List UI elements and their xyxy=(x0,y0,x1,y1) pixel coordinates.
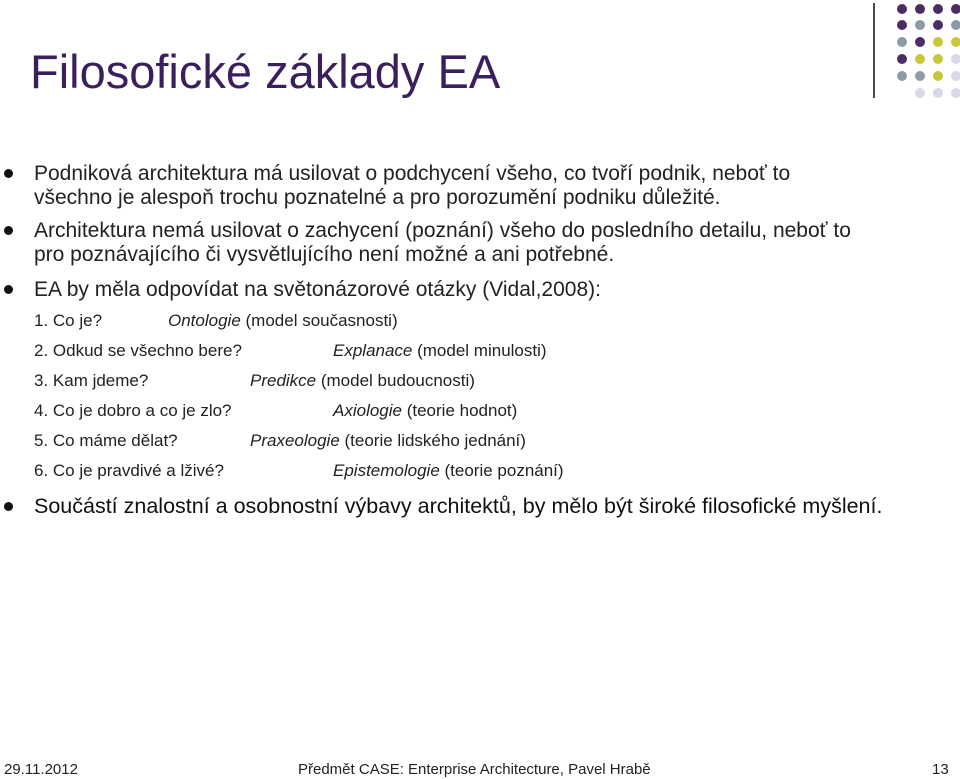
answer-text xyxy=(333,401,517,421)
answer-text xyxy=(168,311,398,331)
slide-title: Filosofické základy EA xyxy=(30,45,501,98)
answer-term: Explanace xyxy=(333,341,413,360)
bullet-icon xyxy=(4,502,13,511)
decorative-divider xyxy=(873,3,875,98)
answer-term: Praxeologie xyxy=(250,431,340,450)
question-text: 3. Kam jdeme? xyxy=(34,371,149,390)
bullet-text-line: všechno je alespoň trochu poznatelné a pro porozumění podniku důležité. xyxy=(34,186,721,209)
decorative-dot xyxy=(915,4,925,14)
answer-text xyxy=(333,341,547,361)
decorative-dot xyxy=(915,37,925,47)
answer-text xyxy=(250,371,475,391)
answer-desc: (model budoucnosti) xyxy=(316,371,475,390)
bullet-text-line: Podniková architektura má usilovat o podchycení všeho, co tvoří podnik, neboť to xyxy=(34,162,791,185)
answer-term: Predikce xyxy=(250,371,317,390)
answer-term: Epistemologie xyxy=(333,461,440,480)
decorative-dot xyxy=(933,4,943,14)
decorative-dot xyxy=(897,20,907,30)
answer-desc: (model současnosti) xyxy=(240,311,398,330)
question-text: 2. Odkud se všechno bere? xyxy=(34,341,242,360)
decorative-dot xyxy=(951,88,960,98)
decorative-dot xyxy=(951,37,960,47)
decorative-dot xyxy=(951,4,960,14)
decorative-dot xyxy=(897,54,907,64)
footer-date: 29.11.2012 xyxy=(4,761,78,778)
page-number: 13 xyxy=(932,761,949,778)
decorative-dot xyxy=(897,71,907,81)
bullet-text-line: Součástí znalostní a osobnostní výbavy architektů, by mělo být široké filosofické myšlení. xyxy=(34,494,883,518)
question-text: 6. Co je pravdivé a lživé? xyxy=(34,461,224,480)
decorative-dot xyxy=(915,54,925,64)
question-text: 5. Co máme dělat? xyxy=(34,431,178,450)
bullet-icon xyxy=(4,285,13,294)
answer-desc: (teorie poznání) xyxy=(439,461,564,480)
decorative-dot xyxy=(933,54,943,64)
answer-desc: (model minulosti) xyxy=(412,341,547,360)
decorative-dot xyxy=(933,37,943,47)
decorative-dot xyxy=(915,20,925,30)
question-text: 1. Co je? xyxy=(34,311,103,330)
answer-desc: (teorie lidského jednání) xyxy=(339,431,526,450)
bullet-icon xyxy=(4,169,13,178)
decorative-dot xyxy=(897,4,907,14)
answer-term: Axiologie xyxy=(333,401,402,420)
answer-text xyxy=(250,431,526,451)
bullet-text-line: Architektura nemá usilovat o zachycení (poznání) všeho do posledního detailu, neboť to xyxy=(34,219,851,242)
footer-course: Předmět CASE: Enterprise Architecture, Pavel Hrabě xyxy=(298,761,651,778)
decorative-dot xyxy=(915,71,925,81)
decorative-dot xyxy=(915,88,925,98)
answer-text xyxy=(333,461,564,481)
decorative-dot xyxy=(933,20,943,30)
decorative-dot xyxy=(897,37,907,47)
decorative-dot xyxy=(951,71,960,81)
answer-term: Ontologie xyxy=(168,311,241,330)
decorative-dot xyxy=(951,20,960,30)
bullet-text-line: pro poznávajícího či vysvětlujícího není možné a ani potřebné. xyxy=(34,243,615,266)
bullet-text-line: EA by měla odpovídat na světonázorové otázky (Vidal,2008): xyxy=(34,278,601,301)
answer-desc: (teorie hodnot) xyxy=(402,401,518,420)
bullet-icon xyxy=(4,226,13,235)
decorative-dot xyxy=(933,71,943,81)
decorative-dot xyxy=(951,54,960,64)
decorative-dot xyxy=(933,88,943,98)
question-text: 4. Co je dobro a co je zlo? xyxy=(34,401,232,420)
